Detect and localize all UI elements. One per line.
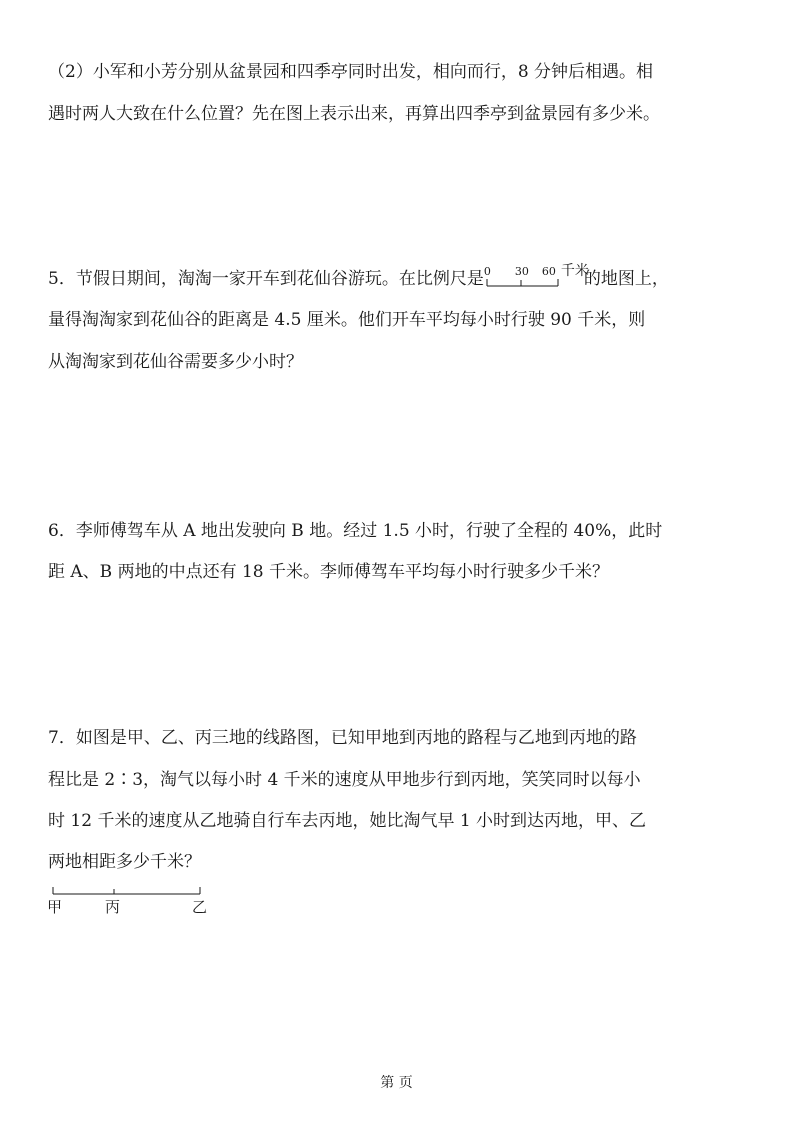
q5-line-3: 从淘淘家到花仙谷需要多少小时？ — [48, 352, 303, 372]
q5-line-2: 量得淘淘家到花仙谷的距离是 4.5 厘米。他们开车平均每小时行驶 90 千米，则 — [48, 310, 646, 330]
q7-line-4: 两地相距多少千米？ — [48, 852, 201, 872]
q7-line-1: 7．如图是甲、乙、丙三地的线路图，已知甲地到丙地的路程与乙地到丙地的路 — [48, 728, 637, 748]
scale-unit-label: 千米 — [560, 263, 589, 279]
scale-bar — [483, 263, 589, 290]
scale-tick-label-0: 0 — [483, 265, 491, 278]
place-label-jia: 甲 — [47, 898, 63, 916]
q7-line-2: 程比是 2∶3，淘气以每小时 4 千米的速度从甲地步行到丙地，笑笑同时以每小 — [48, 770, 641, 790]
page-number-footer: 第 页 — [380, 1075, 413, 1091]
scale-tick-label-60: 60 — [541, 265, 556, 278]
q4-part2-line-1: （2）小军和小芳分别从盆景园和四季亭同时出发，相向而行，8 分钟后相遇。相 — [48, 62, 654, 82]
q6-line-1: 6．李师傅驾车从 A 地出发驶向 B 地。经过 1.5 小时，行驶了全程的 40%，此时 — [48, 521, 663, 541]
q7-line-3: 时 12 千米的速度从乙地骑自行车去丙地，她比淘气早 1 小时到达丙地，甲、乙 — [48, 811, 647, 831]
q6-line-2: 距 A、B 两地的中点还有 18 千米。李师傅驾车平均每小时行驶多少千米？ — [48, 562, 610, 582]
place-label-yi: 乙 — [192, 898, 208, 916]
place-label-bing: 丙 — [105, 898, 121, 916]
scale-tick-label-30: 30 — [514, 265, 529, 278]
q4-part2-line-2: 遇时两人大致在什么位置？先在图上表示出来，再算出四季亭到盆景园有多少米。 — [48, 104, 660, 124]
q5-line-1 — [48, 263, 669, 290]
route-diagram — [50, 884, 210, 898]
q5-line-1-text-before: 5．节假日期间，淘淘一家开车到花仙谷游玩。在比例尺是 — [48, 269, 484, 289]
q5-line-1-text-after: 的地图上， — [583, 269, 669, 289]
scale-bar-ruler — [485, 268, 583, 290]
